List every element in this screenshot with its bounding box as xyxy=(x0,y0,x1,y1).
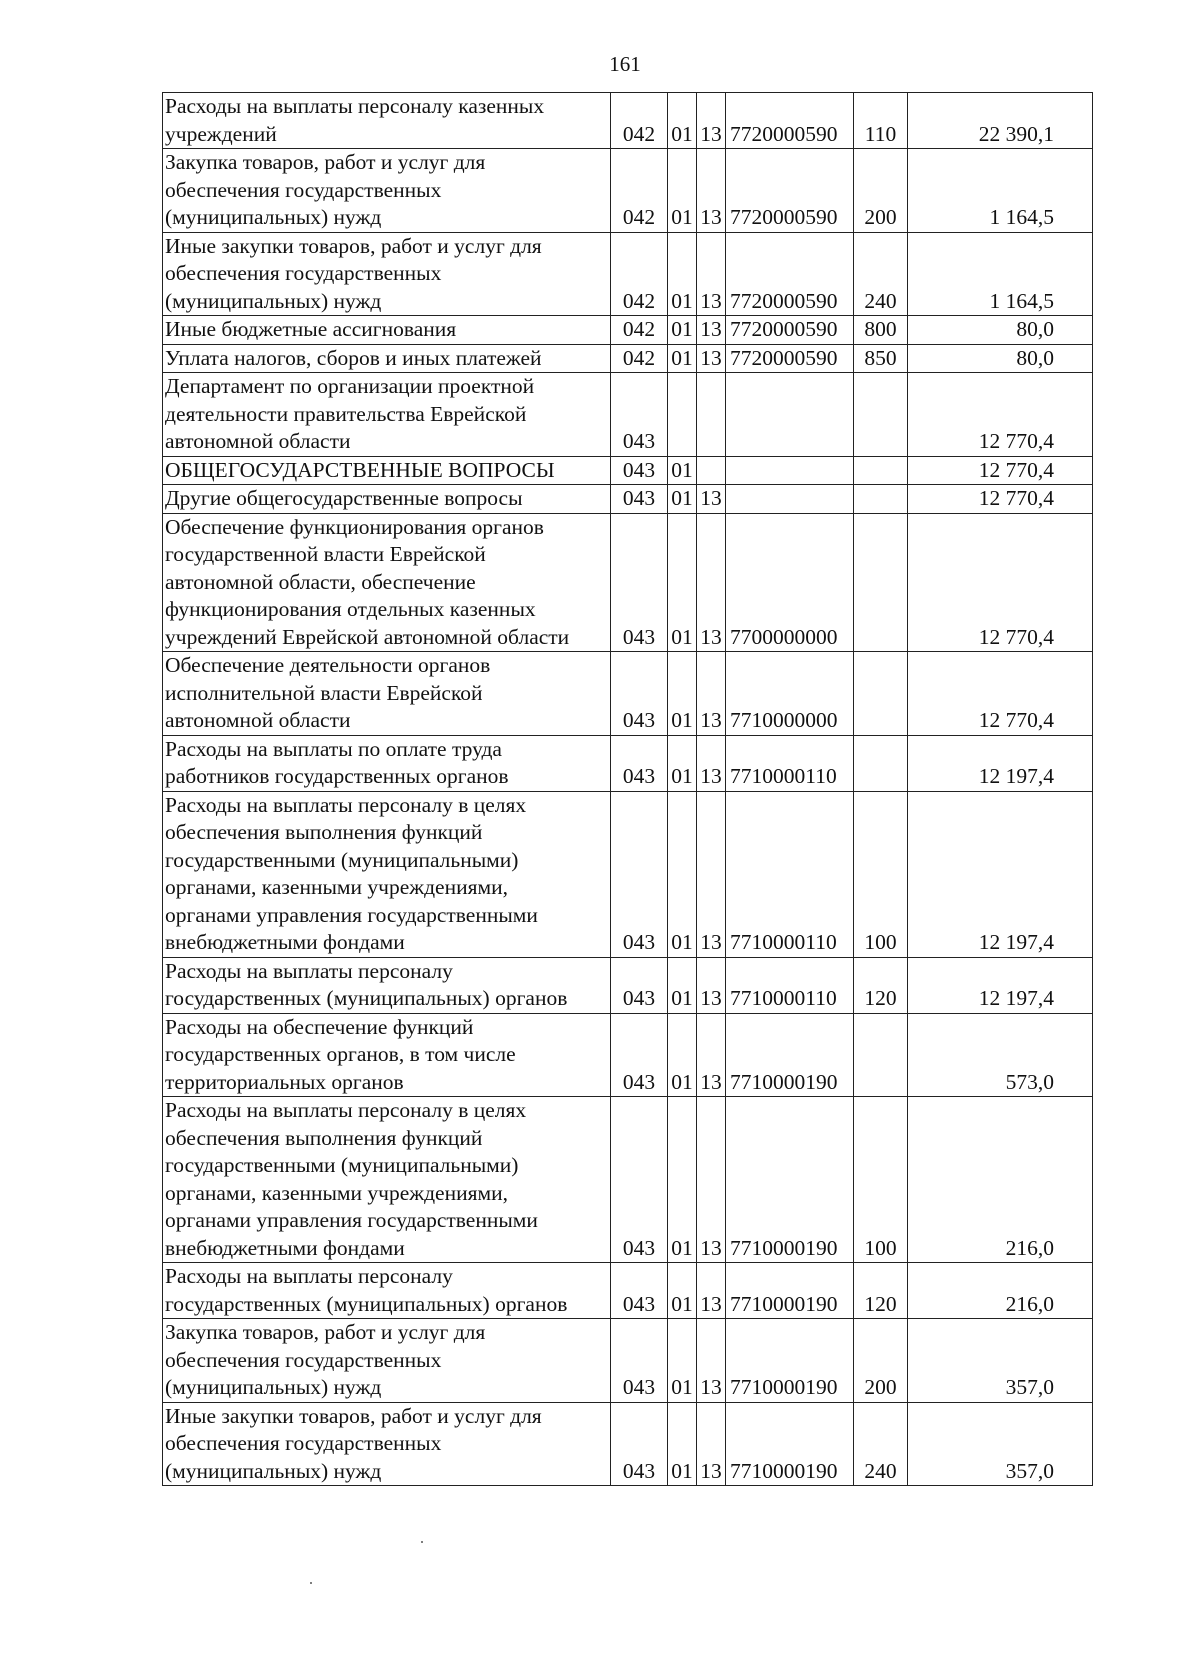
cell-pr: 13 xyxy=(697,1097,726,1263)
cell-rz: 01 xyxy=(668,93,697,149)
cell-name xyxy=(163,232,611,316)
cell-ved: 043 xyxy=(611,1013,668,1097)
cell-name-line: обеспечения государственных xyxy=(165,261,442,285)
cell-name-line: обеспечения государственных xyxy=(165,1431,442,1455)
cell-pr: 13 xyxy=(697,1013,726,1097)
cell-name-line: (муниципальных) нужд xyxy=(165,1458,382,1483)
cell-name-line: обеспечения выполнения функций xyxy=(165,1125,483,1150)
cell-vr: 120 xyxy=(854,957,908,1013)
cell-csr: 7710000190 xyxy=(726,1319,854,1403)
cell-vr: 850 xyxy=(854,344,908,373)
cell-name-line: работников государственных органов xyxy=(165,764,509,788)
cell-name xyxy=(163,957,611,1013)
cell-csr: 7710000190 xyxy=(726,1263,854,1319)
cell-name-line: обеспечения государственных xyxy=(165,1347,442,1372)
cell-rz: 01 xyxy=(668,149,697,233)
cell-csr: 7720000590 xyxy=(726,344,854,373)
cell-rz: 01 xyxy=(668,1263,697,1319)
cell-pr xyxy=(697,373,726,457)
cell-sum: 1 164,5 xyxy=(908,232,1093,316)
table-row xyxy=(163,735,1093,791)
cell-sum: 357,0 xyxy=(908,1319,1093,1403)
cell-vr: 200 xyxy=(854,1319,908,1403)
cell-pr: 13 xyxy=(697,316,726,345)
cell-name-line: (муниципальных) нужд xyxy=(165,205,382,229)
table-row xyxy=(163,957,1093,1013)
cell-name-line: территориальных органов xyxy=(165,1069,404,1094)
cell-ved: 042 xyxy=(611,149,668,233)
cell-vr: 110 xyxy=(854,93,908,149)
cell-ved: 043 xyxy=(611,652,668,736)
cell-name-line: Закупка товаров, работ и услуг для xyxy=(165,150,486,174)
cell-name-line: Обеспечение функционирования органов xyxy=(165,514,544,539)
cell-name-line: внебюджетными фондами xyxy=(165,930,405,954)
table-row xyxy=(163,344,1093,373)
cell-name-line: Расходы на выплаты персоналу xyxy=(165,958,453,983)
cell-ved: 043 xyxy=(611,735,668,791)
cell-csr: 7720000590 xyxy=(726,316,854,345)
cell-vr: 100 xyxy=(854,1097,908,1263)
cell-csr: 7720000590 xyxy=(726,232,854,316)
cell-name xyxy=(163,344,611,373)
cell-name-line: государственной власти Еврейской xyxy=(165,542,486,566)
cell-csr: 7710000190 xyxy=(726,1402,854,1486)
cell-name-line: Закупка товаров, работ и услуг для xyxy=(165,1320,486,1344)
table-body xyxy=(163,93,1093,1486)
cell-rz: 01 xyxy=(668,1097,697,1263)
cell-csr xyxy=(726,456,854,485)
cell-name xyxy=(163,1013,611,1097)
cell-name xyxy=(163,652,611,736)
table-row xyxy=(163,1013,1093,1097)
cell-sum: 216,0 xyxy=(908,1097,1093,1263)
cell-vr: 240 xyxy=(854,1402,908,1486)
cell-sum: 12 770,4 xyxy=(908,456,1093,485)
cell-ved: 042 xyxy=(611,93,668,149)
cell-vr: 120 xyxy=(854,1263,908,1319)
cell-vr: 800 xyxy=(854,316,908,345)
cell-rz: 01 xyxy=(668,344,697,373)
table-row xyxy=(163,652,1093,736)
cell-csr: 7700000000 xyxy=(726,513,854,652)
cell-pr: 13 xyxy=(697,485,726,514)
table-row xyxy=(163,1263,1093,1319)
cell-rz: 01 xyxy=(668,485,697,514)
cell-name-line: Уплата налогов, сборов и иных платежей xyxy=(165,345,542,370)
cell-name-line: Иные закупки товаров, работ и услуг для xyxy=(165,233,542,258)
table-row xyxy=(163,485,1093,514)
cell-name-line: Иные закупки товаров, работ и услуг для xyxy=(165,1403,542,1428)
cell-pr: 13 xyxy=(697,791,726,957)
table-row xyxy=(163,232,1093,316)
cell-sum: 22 390,1 xyxy=(908,93,1093,149)
cell-csr xyxy=(726,373,854,457)
cell-csr: 7710000190 xyxy=(726,1013,854,1097)
cell-name-line: Расходы на выплаты по оплате труда xyxy=(165,736,502,761)
cell-name-line: Расходы на выплаты персоналу в целях xyxy=(165,1098,527,1122)
cell-pr: 13 xyxy=(697,1263,726,1319)
cell-rz: 01 xyxy=(668,735,697,791)
cell-pr: 13 xyxy=(697,149,726,233)
cell-rz: 01 xyxy=(668,456,697,485)
cell-name-line: автономной области xyxy=(165,429,351,453)
cell-name-line: учреждений Еврейской автономной области xyxy=(165,624,570,649)
cell-rz: 01 xyxy=(668,316,697,345)
cell-name-line: (муниципальных) нужд xyxy=(165,1375,382,1399)
cell-ved: 043 xyxy=(611,513,668,652)
cell-vr: 100 xyxy=(854,791,908,957)
scan-speck xyxy=(421,1541,423,1543)
cell-rz: 01 xyxy=(668,1402,697,1486)
cell-name xyxy=(163,1097,611,1263)
cell-name-line: Расходы на выплаты персоналу xyxy=(165,1264,453,1288)
cell-name-line: государственных (муниципальных) органов xyxy=(165,986,568,1010)
table-row xyxy=(163,373,1093,457)
cell-pr: 13 xyxy=(697,1319,726,1403)
cell-name xyxy=(163,1402,611,1486)
cell-sum: 12 770,4 xyxy=(908,652,1093,736)
cell-name-line: органами, казенными учреждениями, xyxy=(165,1180,508,1205)
cell-sum: 80,0 xyxy=(908,316,1093,345)
page-number: 161 xyxy=(609,52,641,76)
cell-ved: 043 xyxy=(611,791,668,957)
cell-ved: 043 xyxy=(611,485,668,514)
cell-csr xyxy=(726,485,854,514)
cell-name-line: ОБЩЕГОСУДАРСТВЕННЫЕ ВОПРОСЫ xyxy=(165,457,555,482)
cell-rz: 01 xyxy=(668,957,697,1013)
cell-ved: 042 xyxy=(611,232,668,316)
cell-ved: 043 xyxy=(611,456,668,485)
cell-name xyxy=(163,791,611,957)
table-row xyxy=(163,456,1093,485)
table-row xyxy=(163,791,1093,957)
table-row xyxy=(163,149,1093,233)
cell-name-line: деятельности правительства Еврейской xyxy=(165,401,527,426)
table-row xyxy=(163,93,1093,149)
cell-pr: 13 xyxy=(697,513,726,652)
cell-pr: 13 xyxy=(697,93,726,149)
cell-ved: 043 xyxy=(611,373,668,457)
cell-sum: 12 197,4 xyxy=(908,957,1093,1013)
cell-name-line: учреждений xyxy=(165,121,277,146)
cell-pr: 13 xyxy=(697,344,726,373)
cell-name-line: автономной области, обеспечение xyxy=(165,569,476,594)
cell-name-line: государственных (муниципальных) органов xyxy=(165,1291,568,1316)
cell-vr: 240 xyxy=(854,232,908,316)
cell-ved: 043 xyxy=(611,957,668,1013)
cell-ved: 042 xyxy=(611,344,668,373)
cell-pr: 13 xyxy=(697,1402,726,1486)
cell-name-line: функционирования отдельных казенных xyxy=(165,597,536,621)
cell-name-line: Иные бюджетные ассигнования xyxy=(165,317,457,341)
cell-rz: 01 xyxy=(668,513,697,652)
cell-sum: 216,0 xyxy=(908,1263,1093,1319)
cell-sum: 12 770,4 xyxy=(908,485,1093,514)
cell-ved: 042 xyxy=(611,316,668,345)
cell-rz: 01 xyxy=(668,652,697,736)
cell-ved: 043 xyxy=(611,1263,668,1319)
cell-pr: 13 xyxy=(697,957,726,1013)
cell-ved: 043 xyxy=(611,1097,668,1263)
cell-sum: 357,0 xyxy=(908,1402,1093,1486)
cell-name-line: автономной области xyxy=(165,708,351,732)
cell-vr xyxy=(854,373,908,457)
cell-name-line: (муниципальных) нужд xyxy=(165,288,382,313)
scan-speck xyxy=(310,1582,312,1584)
cell-name xyxy=(163,1263,611,1319)
cell-sum: 12 770,4 xyxy=(908,373,1093,457)
cell-rz: 01 xyxy=(668,232,697,316)
cell-name xyxy=(163,735,611,791)
cell-pr xyxy=(697,456,726,485)
cell-name-line: органами управления государственными xyxy=(165,1208,538,1232)
cell-pr: 13 xyxy=(697,735,726,791)
cell-csr: 7710000000 xyxy=(726,652,854,736)
cell-name-line: Обеспечение деятельности органов xyxy=(165,653,491,677)
cell-sum: 12 197,4 xyxy=(908,791,1093,957)
cell-vr xyxy=(854,735,908,791)
cell-rz: 01 xyxy=(668,791,697,957)
cell-csr: 7720000590 xyxy=(726,149,854,233)
cell-name-line: органами управления государственными xyxy=(165,902,538,927)
cell-rz: 01 xyxy=(668,1013,697,1097)
cell-sum: 1 164,5 xyxy=(908,149,1093,233)
cell-vr xyxy=(854,513,908,652)
cell-name xyxy=(163,149,611,233)
table-row xyxy=(163,1097,1093,1263)
cell-rz: 01 xyxy=(668,1319,697,1403)
cell-sum: 12 770,4 xyxy=(908,513,1093,652)
table-row xyxy=(163,316,1093,345)
cell-name-line: Расходы на выплаты персоналу казенных xyxy=(165,94,545,118)
cell-csr: 7710000110 xyxy=(726,957,854,1013)
cell-sum: 573,0 xyxy=(908,1013,1093,1097)
cell-vr xyxy=(854,652,908,736)
cell-name-line: Другие общегосударственные вопросы xyxy=(165,486,523,510)
cell-csr: 7710000110 xyxy=(726,735,854,791)
cell-name xyxy=(163,316,611,345)
cell-sum: 12 197,4 xyxy=(908,735,1093,791)
cell-name-line: исполнительной власти Еврейской xyxy=(165,680,483,705)
cell-pr: 13 xyxy=(697,652,726,736)
cell-vr xyxy=(854,1013,908,1097)
table-row xyxy=(163,513,1093,652)
cell-name xyxy=(163,513,611,652)
cell-name xyxy=(163,1319,611,1403)
cell-name xyxy=(163,485,611,514)
cell-name-line: государственными (муниципальными) xyxy=(165,1153,519,1177)
cell-name-line: государственными (муниципальными) xyxy=(165,847,519,872)
cell-csr: 7710000110 xyxy=(726,791,854,957)
cell-csr: 7710000190 xyxy=(726,1097,854,1263)
cell-name-line: органами, казенными учреждениями, xyxy=(165,875,508,899)
cell-name-line: государственных органов, в том числе xyxy=(165,1042,516,1066)
cell-name xyxy=(163,93,611,149)
cell-csr: 7720000590 xyxy=(726,93,854,149)
budget-table xyxy=(162,92,1093,1486)
cell-name xyxy=(163,373,611,457)
cell-name-line: обеспечения выполнения функций xyxy=(165,820,483,844)
cell-ved: 043 xyxy=(611,1319,668,1403)
cell-vr xyxy=(854,485,908,514)
cell-ved: 043 xyxy=(611,1402,668,1486)
cell-vr: 200 xyxy=(854,149,908,233)
table-row xyxy=(163,1402,1093,1486)
cell-rz xyxy=(668,373,697,457)
cell-name-line: Департамент по организации проектной xyxy=(165,374,535,398)
table-row xyxy=(163,1319,1093,1403)
cell-name-line: Расходы на обеспечение функций xyxy=(165,1014,474,1039)
cell-pr: 13 xyxy=(697,232,726,316)
cell-name-line: Расходы на выплаты персоналу в целях xyxy=(165,792,527,817)
cell-vr xyxy=(854,456,908,485)
cell-name-line: внебюджетными фондами xyxy=(165,1235,405,1260)
cell-name xyxy=(163,456,611,485)
cell-name-line: обеспечения государственных xyxy=(165,177,442,202)
cell-sum: 80,0 xyxy=(908,344,1093,373)
